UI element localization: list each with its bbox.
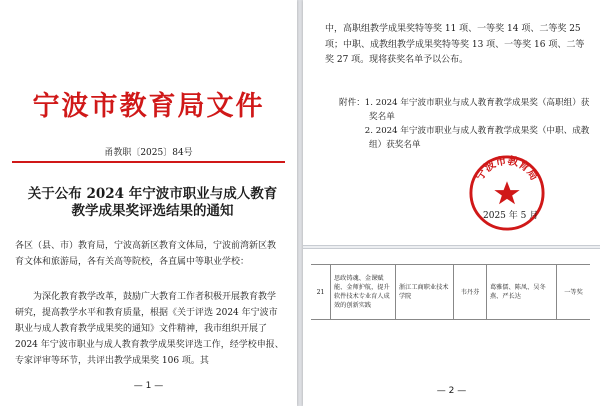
svg-text:宁波市教育局: 宁波市教育局	[472, 154, 542, 183]
continuation-paragraph: 中，高职组教学成果奖特等奖 11 项、一等奖 14 项、二等奖 25 项；中职、成教组教学成果奖特等奖 13 项、一等奖 16 项、二等奖 27 项。现将获奖名单予以公布。	[325, 24, 585, 65]
document-number: 甬教职〔2025〕84号	[104, 148, 193, 158]
award-level: 一等奖	[564, 288, 583, 296]
signing-date: 2025 年 5 月	[483, 211, 539, 221]
award-type: 韦丹芬	[454, 265, 487, 319]
award-project-name: 思政铸魂、金课赋能、金师护航，提升软件技术专业育人成效的创新实践	[331, 265, 396, 319]
award-members: 葛雅儒、陈凤、吴冬燕、严长达	[487, 265, 557, 319]
attachment-item-2: 2. 2024 年宁波市职业与成人教育教学成果奖（中职、成教组）获奖名单	[364, 126, 590, 150]
notice-title-line1: 关于公布 2024 年宁波市职业与成人教育	[27, 186, 278, 202]
award-unit: 浙江工商职业技术学院	[396, 265, 454, 319]
table-row	[311, 264, 590, 320]
page-number: — 2 —	[436, 386, 467, 396]
page-number: — 1 —	[133, 381, 164, 391]
attachments-label: 附件：	[339, 98, 365, 108]
attachments-block	[339, 96, 590, 152]
document-page-2	[303, 0, 600, 406]
table-page-divider	[303, 245, 600, 249]
red-header-title: 宁波市教育局文件	[32, 91, 265, 122]
body-paragraph: 为深化教育教学改革，鼓励广大教育工作者积极开展教育教学研究，提高教学水平和教育质量，根据《关于评选 2024 年宁波市职业与成人教育教学成果奖的通知》文件精神，我市组织开展了 2024 年宁波市职业与成人教育教学成果奖评选工作，经学校申报、专家评审等环节，共评出教学成果奖 106 项。其	[15, 292, 284, 366]
document-page-1	[0, 0, 297, 406]
award-index: 21	[311, 265, 331, 319]
attachment-item-1: 附件：1. 2024 年宁波市职业与成人教育教学成果奖（高职组）获奖名单	[339, 98, 590, 122]
red-divider	[12, 161, 285, 163]
notice-title-line2: 教学成果奖评选结果的通知	[71, 203, 234, 219]
notice-title	[22, 186, 283, 220]
addressee-paragraph: 各区（县、市）教育局，宁波高新区教育文体局，宁波前湾新区教育文体和旅游局，各有关高等院校，各直属中等职业学校：	[15, 241, 277, 267]
